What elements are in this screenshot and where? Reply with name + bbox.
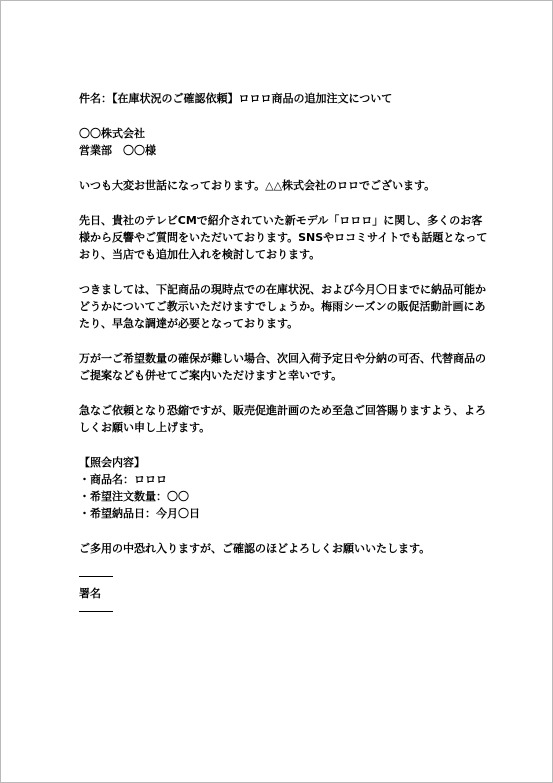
paragraph-3: 万が一ご希望数量の確保が難しい場合、次回入荷予定日や分納の可否、代替商品のご提案なども併せてご案内いただけますと幸いです。	[79, 352, 486, 382]
paragraph-4: 急なご依頼となり恐縮ですが、販売促進計画のため至急ご回答賜りますよう、よろしくお願い申し上げます。	[79, 404, 486, 434]
subject-line: 件名：【在庫状況のご確認依頼】ロロロ商品の追加注文について	[79, 92, 393, 105]
signature-label: 署名	[79, 587, 101, 600]
signature-rule-bottom	[79, 611, 113, 612]
blank-line	[79, 159, 489, 177]
letter-body	[79, 90, 489, 612]
inquiry-item-delivery: ・希望納品日：今月〇日	[79, 507, 200, 520]
blank-line	[79, 332, 489, 350]
blank-line	[79, 522, 489, 540]
paragraph-2: つきましては、下記商品の現時点での在庫状況、および今月〇日までに納品可能かどうかについてご教示いただけますでしょうか。梅雨シーズンの販促活動計画にあたり、早急な調達が必要となっております。	[79, 283, 486, 330]
paragraph-1: 先日、貴社のテレビCMで紹介されていた新モデル「ロロロ」に関し、多くのお客様から反響やご質問をいただいております。SNSやロコミサイトでも話題となっており、当店でも追加仕入れを検討しております。	[79, 214, 488, 261]
recipient-company: 〇〇株式会社	[79, 127, 145, 140]
inquiry-item-product: ・商品名：ロロロ	[79, 473, 167, 486]
recipient-person: 営業部 〇〇様	[79, 144, 156, 157]
closing-line: ご多用の中恐れ入りますが、ご確認のほどよろしくお願いいたします。	[79, 542, 431, 555]
inquiry-list	[79, 471, 489, 522]
greeting: いつも大変お世話になっております。△△株式会社のロロでございます。	[79, 179, 436, 192]
inquiry-heading: 【照会内容】	[79, 456, 145, 469]
inquiry-item-quantity: ・希望注文数量：〇〇	[79, 490, 189, 503]
blank-line	[79, 263, 489, 281]
blank-line	[79, 384, 489, 402]
signature-rule-top	[79, 576, 113, 577]
blank-line	[79, 194, 489, 212]
blank-line	[79, 107, 489, 125]
blank-line	[79, 436, 489, 454]
